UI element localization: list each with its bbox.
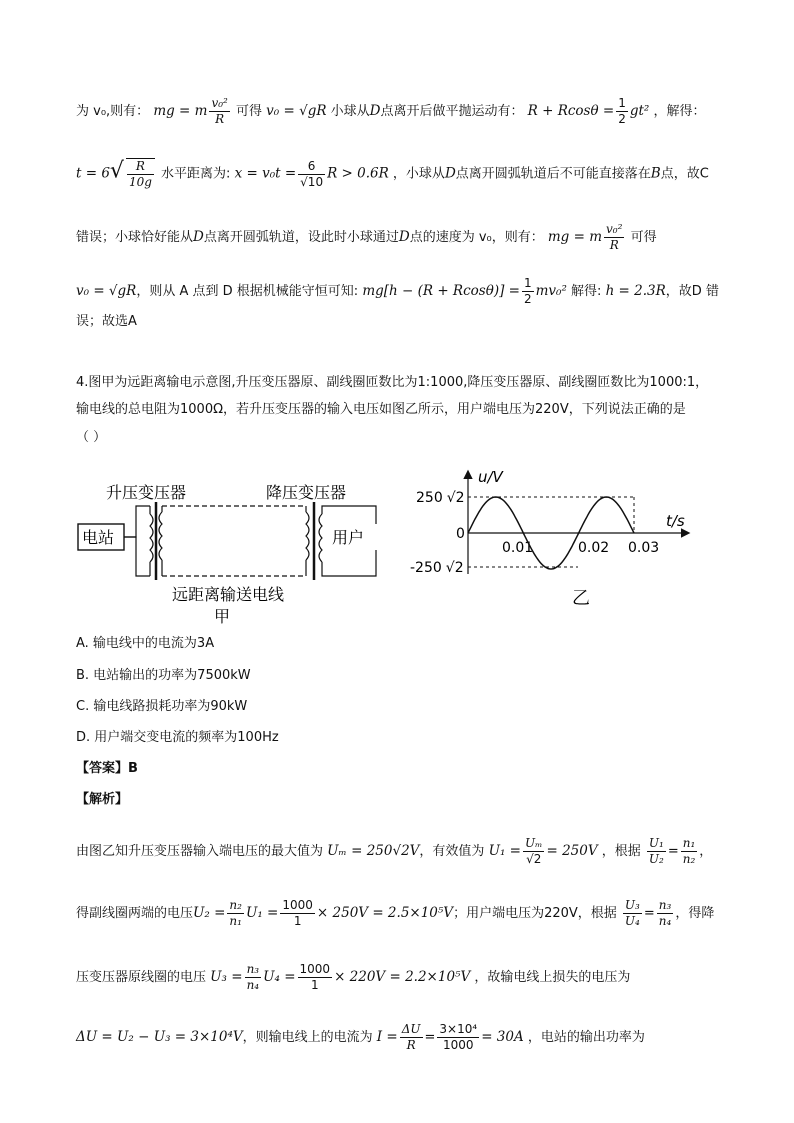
caption-b: 乙 [572,588,590,609]
zero-label: 0 [456,526,465,542]
prev-line-1: 为 v₀,则有： mg = m $\frac{\text{v₀²}}{R}$ 可得 v₀ = √gR 小球从D点离开后做平抛运动有： R + Rcosθ = $\frac{1}{2}$ gt² ，解得： [76,96,706,126]
y-max-label: 250 √2 [416,490,465,506]
tick-label-1: 0.01 [502,540,534,556]
option-d[interactable]: D. 用户端交变电流的频率为100Hz [76,730,279,745]
prev-line-5: 误；故选A [76,314,137,329]
tick-label-2: 0.02 [578,540,610,556]
line-label: 远距离输送电线 [172,585,285,604]
prev-line-3: 错误；小球恰好能从D点离开圆弧轨道，设此时小球通过D点的速度为 v₀，则有： mg = m $\frac{\text{v₀²}}{R}$ 可得 [76,222,657,252]
option-a[interactable]: A. 输电线中的电流为3A [76,636,215,651]
answer-label: 【答案】B [76,761,138,776]
option-b[interactable]: B. 电站输出的功率为7500kW [76,668,251,683]
step-down-label: 降压变压器 [266,483,347,502]
question-stem-2: 输电线的总电阻为1000Ω，若升压变压器的输入电压如图乙所示，用户端电压为220V，下列说法正确的是 [76,402,686,417]
prev-line-2: t = 6√ $\frac{R}{10g}$ 水平距离为: x = v₀t = $\frac{6}{√10}$ R > 0.6R ，小球从D点离开圆弧轨道后不可能直接落在B点，故C [76,158,709,189]
user-label: 用户 [332,528,365,547]
step-up-label: 升压变压器 [106,483,187,502]
caption-a: 甲 [214,607,231,626]
tick-label-3: 0.03 [628,540,660,556]
analysis-line-4: ΔU = U₂ − U₃ = 3×10⁴V，则输电线上的电流为 I = $\frac{\Delta U}{R}$ = $\frac{\text{3×10⁴}}{1000}$ = 30A ，电站的输出功率为 [76,1022,645,1052]
option-c[interactable]: C. 输电线路损耗功率为90kW [76,699,248,714]
analysis-line-3: 压变压器原线圈的电压 U₃ = $\frac{\text{n₃}}{\text{n₄}}$ U₄ = $\frac{1000}{1}$ × 220V = 2.2×10⁵V ，故输电线上损失的电压为 [76,962,631,992]
question-paren: （ ） [76,430,107,445]
figure-transmission-diagram [76,476,406,626]
analysis-title: 【解析】 [76,792,129,807]
y-axis-label: u/V [478,468,503,486]
analysis-line-1: 由图乙知升压变压器输入端电压的最大值为 Uₘ = 250√2V，有效值为 U₁ = $\frac{\text{Uₘ}}{√2}$ = 250V ，根据 $\frac{\text{U₁}}{\text{U₂}}$ = $\frac{\text{n₁}}{\text{n₂}}$ ， [76,836,713,866]
station-label: 电站 [82,528,115,547]
prev-line-4: v₀ = √gR，则从 A 点到 D 根据机械能守恒可知: mg[h − (R + Rcosθ)] = $\frac{1}{2}$ mv₀² 解得: h = 2.3R，故D 错 [76,276,719,306]
y-min-label: -250 √2 [410,560,464,576]
analysis-line-2: 得副线圈两端的电压U₂ = $\frac{\text{n₂}}{\text{n₁}}$ U₁ = $\frac{1000}{1}$ × 250V = 2.5×10⁵V；用户端电压为220V，根据 $\frac{\text{U₃}}{\text{U₄}}$ = $\frac{\text{n₃}}{\text{n₄}}$ ，得降 [76,898,715,928]
figure-voltage-waveform [406,466,696,616]
x-axis-label: t/s [666,512,685,530]
question-stem-1: 4.图甲为远距离输电示意图,升压变压器原、副线圈匝数比为1:1000,降压变压器原、副线圈匝数比为1000:1， [76,375,709,390]
